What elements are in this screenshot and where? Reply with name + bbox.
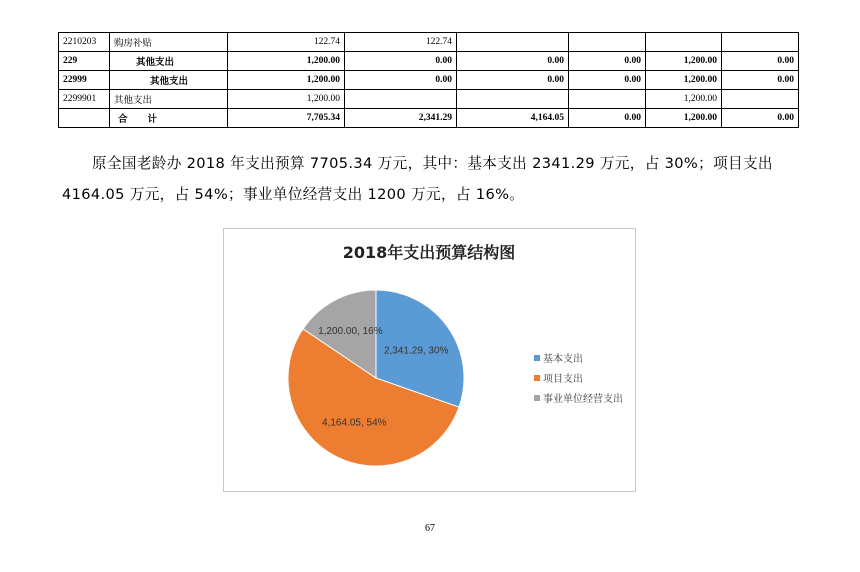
pie-chart-svg — [224, 229, 635, 491]
row-value — [569, 90, 646, 109]
pie-slices — [288, 290, 464, 466]
chart-legend — [534, 352, 623, 405]
row-value — [722, 90, 799, 109]
budget-table — [58, 32, 799, 128]
row-value — [722, 33, 799, 52]
row-value: 0.00 — [722, 71, 799, 90]
table-row — [59, 71, 799, 90]
total-value: 7,705.34 — [228, 109, 345, 128]
row-value — [646, 33, 722, 52]
row-value: 0.00 — [457, 52, 569, 71]
table-row — [59, 52, 799, 71]
legend-swatch — [534, 395, 540, 401]
row-name: 其他支出 — [110, 52, 228, 71]
row-value: 0.00 — [569, 52, 646, 71]
row-code: 22999 — [59, 71, 110, 90]
legend-swatch — [534, 355, 540, 361]
row-value: 0.00 — [722, 52, 799, 71]
total-value: 1,200.00 — [646, 109, 722, 128]
row-code: 229 — [59, 52, 110, 71]
row-value: 0.00 — [457, 71, 569, 90]
row-value — [457, 90, 569, 109]
total-value: 0.00 — [569, 109, 646, 128]
page-number: 67 — [425, 523, 435, 534]
pie-data-label: 1,200.00, 16% — [318, 325, 383, 337]
row-value: 1,200.00 — [646, 71, 722, 90]
table-row — [59, 90, 799, 109]
total-value: 4,164.05 — [457, 109, 569, 128]
row-value: 1,200.00 — [646, 52, 722, 71]
row-value: 122.74 — [228, 33, 345, 52]
total-value: 0.00 — [722, 109, 799, 128]
legend-label: 事业单位经营支出 — [543, 394, 623, 405]
row-code: 2299901 — [59, 90, 110, 109]
legend-swatch — [534, 375, 540, 381]
total-value: 2,341.29 — [345, 109, 457, 128]
row-name: 其他支出 — [110, 90, 228, 109]
row-code: 2210203 — [59, 33, 110, 52]
row-value: 0.00 — [569, 71, 646, 90]
legend-label: 基本支出 — [543, 354, 583, 365]
pie-data-label: 4,164.05, 54% — [322, 417, 387, 429]
total-label: 合计 — [110, 109, 228, 128]
summary-paragraph: 原全国老龄办 2018 年支出预算 7705.34 万元，其中：基本支出 2341.29 万元，占 30%；项目支出 4164.05 万元，占 54%；事业单位经营支出 1200 万元，占 16%。 — [62, 155, 773, 203]
table-row — [59, 33, 799, 52]
row-value: 122.74 — [345, 33, 457, 52]
row-value — [345, 90, 457, 109]
row-value: 0.00 — [345, 71, 457, 90]
table-total-row — [59, 109, 799, 128]
row-value: 0.00 — [345, 52, 457, 71]
legend-label: 项目支出 — [543, 374, 583, 385]
row-name: 其他支出 — [110, 71, 228, 90]
pie-data-label: 2,341.29, 30% — [383, 345, 449, 357]
row-value — [457, 33, 569, 52]
row-value: 1,200.00 — [228, 90, 345, 109]
pie-chart — [223, 228, 636, 492]
table-body — [59, 33, 799, 128]
chart-title: 2018年支出预算结构图 — [342, 243, 516, 262]
row-value: 1,200.00 — [646, 90, 722, 109]
row-value — [569, 33, 646, 52]
total-code — [59, 109, 110, 128]
row-value: 1,200.00 — [228, 71, 345, 90]
row-value: 1,200.00 — [228, 52, 345, 71]
row-name: 购房补贴 — [110, 33, 228, 52]
